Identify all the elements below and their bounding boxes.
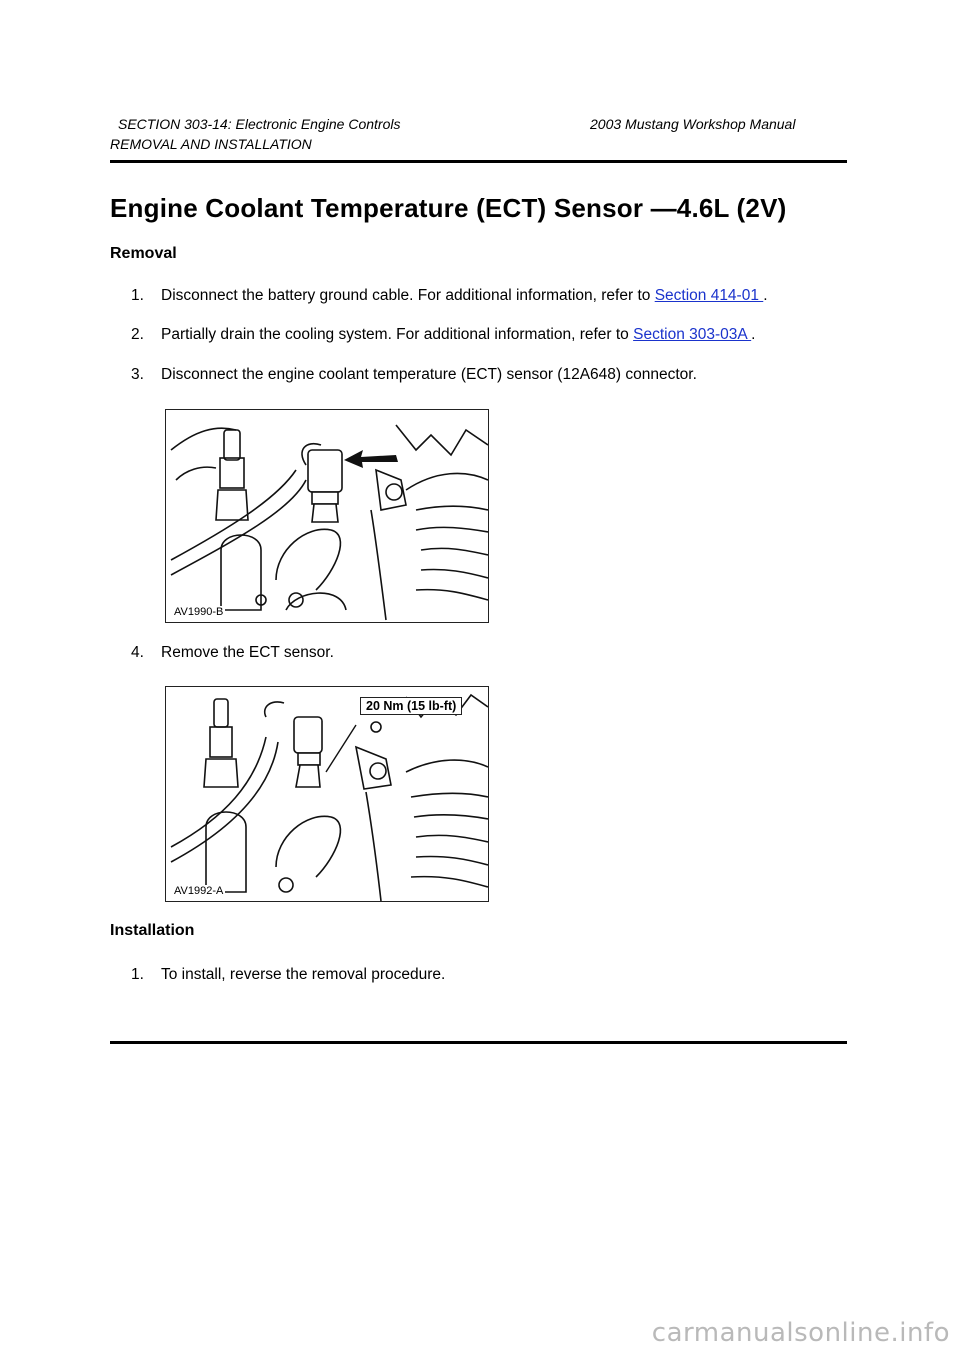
header-subtitle: REMOVAL AND INSTALLATION xyxy=(110,136,312,152)
torque-callout: 20 Nm (15 lb-ft) xyxy=(360,697,462,715)
installation-heading: Installation xyxy=(110,922,195,939)
removal-step-2 xyxy=(131,326,755,344)
step-number: 4. xyxy=(131,644,144,661)
step-text: Disconnect the engine coolant temperature (ECT) sensor (12A648) connector. xyxy=(161,366,697,383)
footer-rule xyxy=(110,1041,847,1044)
step-number: 1. xyxy=(131,287,144,304)
step-number: 1. xyxy=(131,966,144,983)
removal-step-3 xyxy=(131,366,697,384)
engine-illustration-2 xyxy=(166,687,488,901)
installation-step-1 xyxy=(131,966,445,984)
step-punct: . xyxy=(751,326,756,343)
figure-ect-connector xyxy=(165,409,489,623)
header-manual-title: 2003 Mustang Workshop Manual xyxy=(590,116,796,132)
step-text: To install, reverse the removal procedure. xyxy=(161,966,446,983)
step-text: Disconnect the battery ground cable. For additional information, refer to xyxy=(161,287,655,304)
removal-step-1 xyxy=(131,287,768,305)
step-text: Partially drain the cooling system. For additional information, refer to xyxy=(161,326,634,343)
step-number: 2. xyxy=(131,326,144,343)
header-section: SECTION 303-14: Electronic Engine Controls xyxy=(118,116,401,132)
section-303-03a-link[interactable]: Section 303-03A xyxy=(633,326,752,343)
figure-ect-sensor-removal xyxy=(165,686,489,902)
header-rule xyxy=(110,160,847,163)
watermark: carmanualsonline.info xyxy=(651,1318,950,1348)
step-punct: . xyxy=(763,287,768,304)
step-number: 3. xyxy=(131,366,144,383)
figure-label: AV1992-A xyxy=(174,885,224,897)
page-title: Engine Coolant Temperature (ECT) Sensor —4.6L (2V) xyxy=(110,193,787,223)
removal-step-4 xyxy=(131,644,334,662)
engine-illustration-1 xyxy=(166,410,488,622)
step-text: Remove the ECT sensor. xyxy=(161,644,334,661)
section-414-01-link[interactable]: Section 414-01 xyxy=(654,287,764,304)
figure-label: AV1990-B xyxy=(174,606,224,618)
removal-heading: Removal xyxy=(110,245,177,262)
